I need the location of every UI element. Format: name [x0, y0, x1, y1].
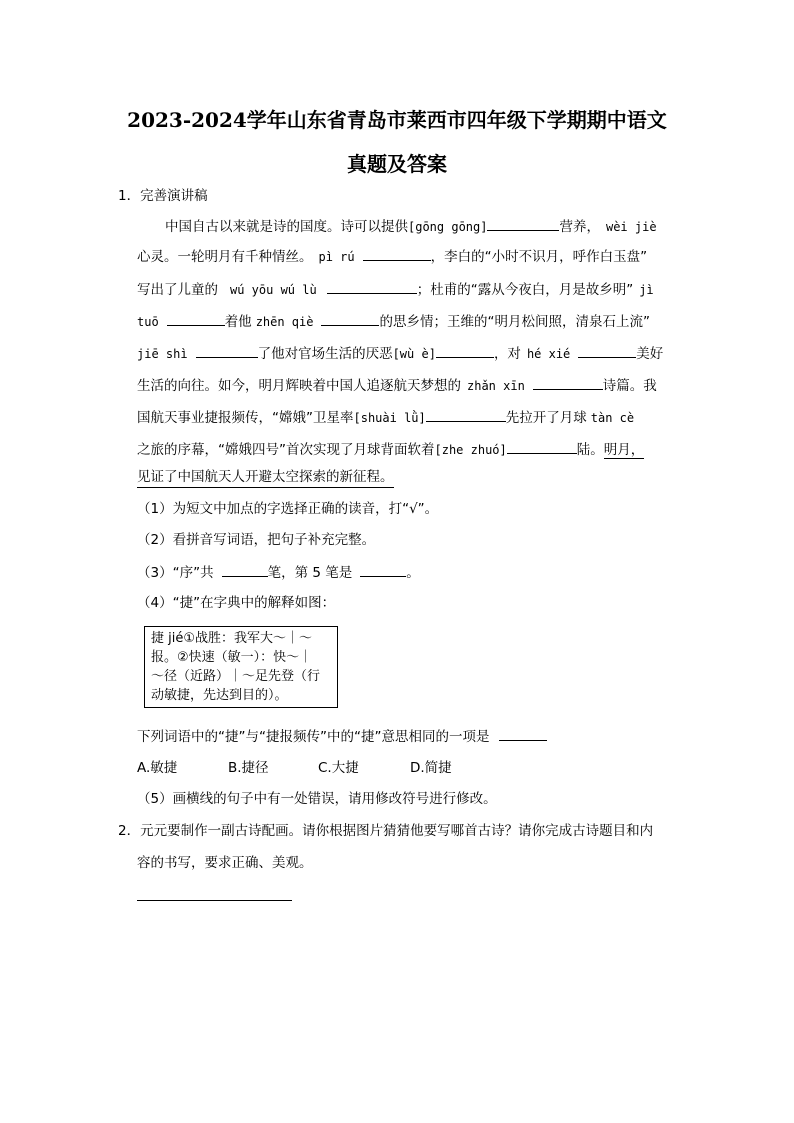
dict-line-3: ～径（近路）｜～足先登（行 [151, 669, 321, 684]
pinyin: [gōng gōng] [408, 220, 488, 234]
text: 生活的向往。如今，明月辉映着中国人追逐航天梦想的 [137, 378, 461, 394]
q1-text-line-4 [137, 311, 650, 332]
q1-sub4: （4）“捷”在字典中的解释如图： [137, 595, 336, 611]
q1-sub5: （5）画横线的句子中有一处错误，请用修改符号进行修改。 [137, 791, 497, 807]
text: （3）“序”共 [137, 565, 214, 581]
option-d[interactable]: D.简捷 [410, 760, 452, 776]
q1-sub1: （1）为短文中加点的字选择正确的读音，打“√”。 [137, 501, 439, 517]
q1-heading: 1．完善演讲稿 [118, 188, 208, 204]
q1-sub3 [137, 562, 420, 583]
q1-text-line-6 [137, 375, 657, 396]
q1-text-line-2 [137, 246, 647, 267]
text: 营养， [559, 219, 600, 235]
text: 先拉开了月球 [505, 410, 587, 426]
answer-blank[interactable] [533, 375, 603, 390]
text: ，李白的“小时不识月，呼作白玉盘” [430, 249, 648, 265]
text: 心灵。一轮明月有千种情丝。 [137, 249, 313, 265]
underlined-sentence: 明月， [603, 442, 645, 458]
q1-text-line-1 [165, 216, 657, 237]
text: 的思乡情；王维的“明月松间照，清泉石上流” [379, 314, 650, 330]
option-c[interactable]: C.大捷 [318, 760, 359, 776]
text: 下列词语中的“捷”与“捷报频传”中的“捷”意思相同的一项是 [137, 729, 490, 745]
q1-sub2: （2）看拼音写词语，把句子补充完整。 [137, 532, 376, 548]
text: 美好 [636, 346, 664, 362]
underlined-sentence: 见证了中国航天人开避太空探索的新征程。 [137, 467, 394, 488]
answer-line[interactable] [137, 886, 292, 901]
answer-blank[interactable] [327, 279, 417, 294]
text: 。 [406, 565, 420, 581]
pinyin: hé xié [526, 347, 571, 361]
answer-blank[interactable] [360, 562, 406, 577]
text: 写出了儿童的 [137, 282, 218, 298]
q1-question4 [137, 726, 547, 747]
text: 着他 [224, 314, 252, 330]
pinyin: tuō [137, 315, 159, 329]
q1-text-line-8 [137, 439, 644, 460]
pinyin: wú yōu wú lù [230, 283, 317, 297]
text: 之旅的序幕，“嫦娥四号”首次实现了月球背面软着 [137, 442, 435, 458]
dictionary-box [144, 626, 338, 708]
q2-heading: 2．元元要制作一副古诗配画。请你根据图片猜猜他要写哪首古诗？请你完成古诗题目和内 [118, 823, 654, 839]
q1-text-line-5 [137, 343, 663, 364]
answer-blank[interactable] [436, 343, 494, 358]
option-a[interactable]: A.敏捷 [137, 760, 178, 776]
text: 国航天事业捷报频传，“嫦娥”卫星率 [137, 410, 354, 426]
q1-text-line-3 [137, 279, 654, 300]
pinyin: tàn cè [590, 411, 635, 425]
answer-blank[interactable] [363, 246, 431, 261]
pinyin: wèi jiè [605, 220, 657, 234]
q1-text-line-7 [137, 407, 634, 428]
dict-line-2: 报。②快速（敏一）：快～｜ [151, 650, 313, 665]
pinyin: [shuài lǜ] [353, 411, 426, 425]
pinyin: jì [639, 283, 654, 297]
dict-line-4: 动敏捷，先达到目的）。 [151, 688, 288, 703]
pinyin: [zhe zhuó] [434, 443, 507, 457]
text: 陆。 [576, 442, 604, 458]
answer-blank[interactable] [578, 343, 636, 358]
answer-blank[interactable] [321, 311, 379, 326]
answer-blank[interactable] [499, 726, 547, 741]
dict-line-1: 捷 jié①战胜：我军大～｜～ [151, 631, 313, 646]
pinyin: zhēn qiè [255, 315, 314, 329]
pinyin: jiē shì [137, 347, 188, 361]
text: ，对 [493, 346, 521, 362]
q2-line-2: 容的书写，要求正确、美观。 [137, 855, 313, 871]
pinyin: pì rú [318, 250, 355, 264]
answer-blank[interactable] [487, 216, 559, 231]
text: 了他对官场生活的厌恶 [257, 346, 393, 362]
text: 诗篇。我 [602, 378, 657, 394]
answer-blank[interactable] [167, 311, 225, 326]
pinyin: zhǎn xīn [467, 379, 525, 393]
text: 笔，第 5 笔是 [267, 565, 353, 581]
answer-blank[interactable] [426, 407, 506, 422]
pinyin: [wù è] [392, 347, 436, 361]
answer-blank[interactable] [507, 439, 577, 454]
answer-blank[interactable] [222, 562, 268, 577]
text: 中国自古以来就是诗的国度。诗可以提供 [165, 219, 408, 235]
option-b[interactable]: B.捷径 [228, 760, 269, 776]
text: ；杜甫的“露从今夜白，月是故乡明” [416, 282, 634, 298]
doc-title-line1: 2023-2024学年山东省青岛市莱西市四年级下学期期中语文 [127, 108, 667, 132]
answer-blank[interactable] [196, 343, 258, 358]
doc-title-line2: 真题及答案 [347, 152, 447, 176]
